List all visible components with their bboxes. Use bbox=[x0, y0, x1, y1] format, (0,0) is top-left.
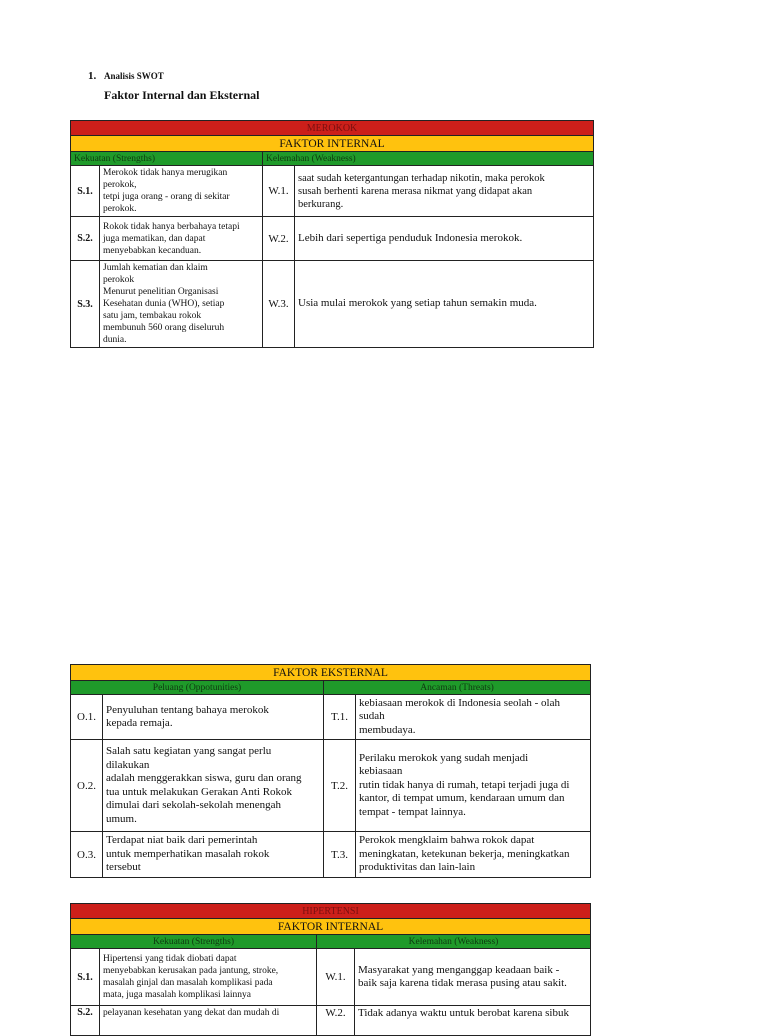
strength-text: pelayanan kesehatan yang dekat dan mudah di bbox=[100, 1006, 317, 1036]
opportunity-text: Penyuluhan tentang bahaya merokok kepada remaja. bbox=[103, 695, 324, 740]
strength-code: S.1. bbox=[71, 166, 100, 217]
section-label: Analisis SWOT bbox=[104, 71, 164, 81]
table-row bbox=[71, 695, 591, 740]
hipertensi-internal-table bbox=[70, 903, 591, 1036]
opportunities-header: Peluang (Oppotunities) bbox=[71, 681, 324, 695]
threat-text: Perokok mengklaim bahwa rokok dapat meningkatan, ketekunan bekerja, meningkatkan produktivitas dan lain-lain bbox=[356, 832, 591, 878]
weakness-text: Tidak adanya waktu untuk berobat karena sibuk bbox=[355, 1006, 591, 1036]
weakness-text: Masyarakat yang menganggap keadaan baik - baik saja karena tidak merasa pusing atau sakit. bbox=[355, 949, 591, 1006]
strength-code: S.2. bbox=[71, 1006, 100, 1036]
strengths-header: Kekuatan (Strengths) bbox=[71, 152, 263, 166]
table-row bbox=[71, 832, 591, 878]
strength-text: Jumlah kematian dan klaim perokok Menurut penelitian Organisasi Kesehatan dunia (WHO), setiap satu jam, tembakau rokok membunuh 560 orang diseluruh dunia. bbox=[100, 261, 263, 348]
merokok-external-table bbox=[70, 664, 591, 878]
weakness-code: W.1. bbox=[317, 949, 355, 1006]
threat-code: T.3. bbox=[324, 832, 356, 878]
strength-code: S.3. bbox=[71, 261, 100, 348]
weakness-text: Lebih dari sepertiga penduduk Indonesia merokok. bbox=[295, 217, 594, 261]
table-row bbox=[71, 166, 594, 217]
table-row bbox=[71, 261, 594, 348]
external-title: FAKTOR EKSTERNAL bbox=[71, 665, 591, 681]
opportunity-code: O.2. bbox=[71, 740, 103, 832]
weakness-header: Kelemahan (Weakness) bbox=[317, 935, 591, 949]
weakness-code: W.2. bbox=[317, 1006, 355, 1036]
topic-bar-merokok: MEROKOK bbox=[71, 121, 594, 136]
table-row bbox=[71, 949, 591, 1006]
weakness-code: W.3. bbox=[263, 261, 295, 348]
threat-text: kebiasaan merokok di Indonesia seolah - olah sudah membudaya. bbox=[356, 695, 591, 740]
strength-code: S.2. bbox=[71, 217, 100, 261]
strength-code: S.1. bbox=[71, 949, 100, 1006]
threat-text: Perilaku merokok yang sudah menjadi kebiasaan rutin tidak hanya di rumah, tetapi terjadi juga di kantor, di tempat umum, kendaraan umum dan tempat - tempat lainnya. bbox=[356, 740, 591, 832]
internal-title: FAKTOR INTERNAL bbox=[71, 136, 594, 152]
threats-header: Ancaman (Threats) bbox=[324, 681, 591, 695]
table-row bbox=[71, 1006, 591, 1036]
table-row bbox=[71, 217, 594, 261]
weakness-code: W.1. bbox=[263, 166, 295, 217]
weakness-text: Usia mulai merokok yang setiap tahun semakin muda. bbox=[295, 261, 594, 348]
weakness-text: saat sudah ketergantungan terhadap nikotin, maka perokok susah berhenti karena merasa nikmat yang didapat akan berkurang. bbox=[295, 166, 594, 217]
weakness-header: Kelemahan (Weakness) bbox=[263, 152, 594, 166]
topic-bar-hipertensi: HIPERTENSI bbox=[71, 904, 591, 919]
opportunity-code: O.1. bbox=[71, 695, 103, 740]
strength-text: Hipertensi yang tidak diobati dapat menyebabkan kerusakan pada jantung, stroke, masalah ginjal dan masalah komplikasi pada mata, juga masalah komplikasi lainnya bbox=[100, 949, 317, 1006]
internal-title: FAKTOR INTERNAL bbox=[71, 919, 591, 935]
strengths-header: Kekuatan (Strengths) bbox=[71, 935, 317, 949]
opportunity-code: O.3. bbox=[71, 832, 103, 878]
threat-code: T.1. bbox=[324, 695, 356, 740]
list-number: 1. bbox=[88, 70, 97, 82]
weakness-code: W.2. bbox=[263, 217, 295, 261]
opportunity-text: Salah satu kegiatan yang sangat perlu dilakukan adalah menggerakkan siswa, guru dan orang tua untuk melakukan Gerakan Anti Rokok dimulai dari sekolah-sekolah menengah umum. bbox=[103, 740, 324, 832]
opportunity-text: Terdapat niat baik dari pemerintah untuk memperhatikan masalah rokok tersebut bbox=[103, 832, 324, 878]
strength-text: Merokok tidak hanya merugikan perokok, tetpi juga orang - orang di sekitar perokok. bbox=[100, 166, 263, 217]
table-row bbox=[71, 740, 591, 832]
strength-text: Rokok tidak hanya berbahaya tetapi juga mematikan, dan dapat menyebabkan kecanduan. bbox=[100, 217, 263, 261]
page-title: Faktor Internal dan Eksternal bbox=[104, 88, 260, 102]
merokok-internal-table bbox=[70, 120, 594, 348]
threat-code: T.2. bbox=[324, 740, 356, 832]
